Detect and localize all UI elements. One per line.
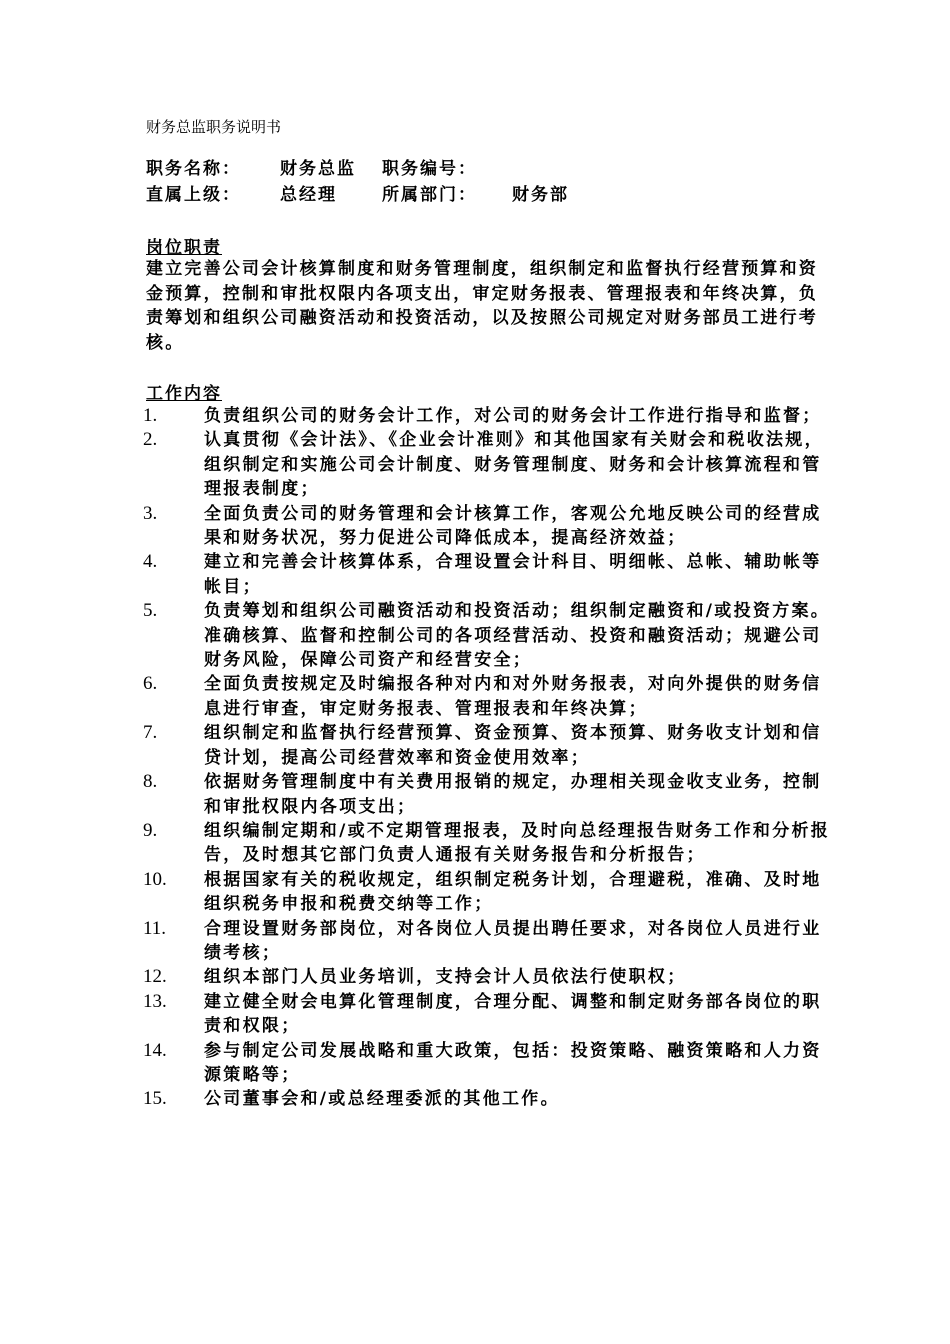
list-item: [143, 868, 833, 917]
item-text: 组织编制定期和/或不定期管理报表，及时向总经理报告财务工作和分析报告，及时想其它部门负责人通报有关财务报告和分析报告；: [204, 820, 831, 866]
list-item: [143, 965, 833, 989]
item-text: 依据财务管理制度中有关费用报销的规定，办理相关现金收支业务，控制和审批权限内各项支出；: [204, 772, 822, 817]
item-text: 负责筹划和组织公司融资活动和投资活动；组织制定融资和/或投资方案。准确核算、监督和控制公司的各项经营活动、投资和融资活动；规避公司财务风险，保障公司资产和经营安全；: [204, 601, 831, 671]
item-number: 6.: [143, 673, 158, 695]
list-item: [143, 502, 833, 551]
item-number: 11.: [143, 917, 167, 939]
work-heading: 工作内容: [146, 384, 222, 404]
item-text: 建立和完善会计核算体系，合理设置会计科目、明细帐、总帐、辅助帐等帐目；: [204, 552, 822, 597]
item-number: 9.: [143, 819, 158, 841]
list-item: [143, 721, 833, 770]
list-item: [143, 1039, 833, 1088]
document-title: 财务总监职务说明书: [146, 118, 282, 136]
item-number: 8.: [143, 771, 158, 793]
item-text: 根据国家有关的税收规定，组织制定税务计划，合理避税，准确、及时地组织税务申报和税费交纳等工作；: [204, 869, 822, 915]
department-label: 所属部门：: [382, 185, 477, 205]
item-number: 13.: [143, 990, 167, 1012]
item-number: 2.: [143, 429, 158, 451]
item-number: 4.: [143, 551, 158, 573]
list-item: [143, 770, 833, 819]
item-text: 认真贯彻《会计法》、《企业会计准则》和其他国家有关财会和税收法规，组织制定和实施公司会计制度、财务管理制度、财务和会计核算流程和管理报表制度；: [204, 430, 824, 500]
list-item: [143, 404, 833, 428]
item-number: 3.: [143, 502, 158, 524]
item-number: 14.: [143, 1039, 167, 1061]
list-item: [143, 599, 833, 672]
item-text: 参与制定公司发展战略和重大政策，包括：投资策略、融资策略和人力资源策略等；: [204, 1040, 822, 1085]
list-item: [143, 990, 833, 1039]
list-item: [143, 672, 833, 721]
list-item: [143, 550, 833, 599]
list-item: [143, 917, 833, 966]
item-text: 负责组织公司的财务会计工作，对公司的财务会计工作进行指导和监督；: [204, 406, 822, 426]
item-text: 建立健全财会电算化管理制度，合理分配、调整和制定财务部各岗位的职责和权限；: [204, 991, 822, 1037]
item-text: 组织本部门人员业务培训，支持会计人员依法行使职权；: [204, 967, 687, 988]
superior-label: 直属上级：: [146, 185, 241, 205]
position-name-value: 财务总监: [280, 159, 356, 179]
duties-heading: 岗位职责: [146, 238, 222, 258]
superior-value: 总经理: [280, 185, 337, 205]
list-item: [143, 1087, 833, 1111]
position-name-label: 职务名称：: [146, 159, 241, 179]
item-text: 全面负责公司的财务管理和会计核算工作，客观公允地反映公司的经营成果和财务状况，努力促进公司降低成本，提高经济效益；: [204, 503, 822, 549]
department-value: 财务部: [512, 185, 569, 205]
item-number: 10.: [143, 868, 167, 890]
list-item: [143, 428, 833, 501]
position-code-label: 职务编号：: [382, 159, 477, 179]
duties-paragraph: 建立完善公司会计核算制度和财务管理制度，组织制定和监督执行经营预算和资金预算，控制和审批权限内各项支出，审定财务报表、管理报表和年终决算，负责筹划和组织公司融资活动和投资活动，以及按照公司规定对财务部员工进行考核。: [146, 259, 818, 353]
item-text: 合理设置财务部岗位，对各岗位人员提出聘任要求，对各岗位人员进行业绩考核；: [204, 918, 822, 963]
item-number: 7.: [143, 722, 158, 744]
work-items-list: [143, 404, 833, 1112]
item-number: 1.: [143, 405, 158, 426]
item-number: 15.: [143, 1088, 167, 1110]
item-text: 公司董事会和/或总经理委派的其他工作。: [204, 1089, 560, 1110]
item-text: 全面负责按规定及时编报各种对内和对外财务报表，对向外提供的财务信息进行审查，审定财务报表、管理报表和年终决算；: [204, 674, 822, 719]
item-number: 12.: [143, 966, 167, 988]
item-number: 5.: [143, 600, 158, 622]
list-item: [143, 819, 833, 868]
item-text: 组织制定和监督执行经营预算、资金预算、资本预算、财务收支计划和信贷计划，提高公司经营效率和资金使用效率；: [204, 723, 822, 768]
